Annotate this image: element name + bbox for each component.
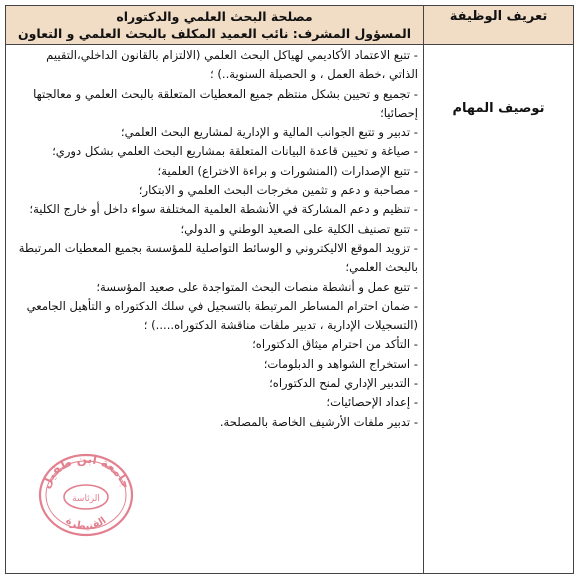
task-item: - ضمان احترام المساطر المرتبطة بالتسجيل في سلك الدكتوراه و التأهيل الجامعي (التسجيلات الإدارية ، تدبير ملفات مناقشة الدكتوراه.....) ؛ xyxy=(26,298,418,333)
tasks-label-cell xyxy=(424,45,574,574)
task-item: - تدبير و تتبع الجوانب المالية و الإدارية لمشاريع البحث العلمي؛ xyxy=(120,125,418,140)
task-item: - تتبع عمل و أنشطة منصات البحث المتواجدة على صعيد المؤسسة؛ xyxy=(96,279,418,294)
unit-header xyxy=(6,6,424,45)
job-description-table xyxy=(5,5,574,574)
stamp-top-text: جامعة ابن طفيل xyxy=(38,451,134,491)
unit-title: مصلحة البحث العلمي والدكتوراه xyxy=(116,9,313,24)
stamp-bottom-text: القنيطرة xyxy=(63,515,109,533)
tasks-label: توصيف المهام xyxy=(452,101,545,116)
task-item: - تزويد الموقع الاليكتروني و الوسائط التواصلية للمؤسسة بجميع المعطيات المرتبطة بالبحث العلمي؛ xyxy=(18,240,418,275)
task-item: - تتبع الإصدارات (المنشورات و براءة الاختراع) العلمية؛ xyxy=(157,163,418,178)
task-item: - التدبير الإداري لمنح الدكتوراه؛ xyxy=(269,376,418,391)
task-item: - تتبع تصنيف الكلية على الصعيد الوطني و الدولي؛ xyxy=(180,221,418,236)
university-stamp xyxy=(34,447,138,539)
task-item: - تنظيم و دعم المشاركة في الأنشطة العلمية المختلفة سواء داخل أو خارج الكلية؛ xyxy=(29,202,418,217)
task-item: - تدبير ملفات الأرشيف الخاصة بالمصلحة. xyxy=(219,414,418,429)
job-definition-title: تعريف الوظيفة xyxy=(449,9,548,24)
task-item: - مصاحبة و دعم و تثمين مخرجات البحث العلمي و الابتكار؛ xyxy=(138,183,418,198)
task-list xyxy=(6,45,423,432)
task-item: - صياغة و تحيين قاعدة البيانات المتعلقة بمشاريع البحث العلمي بشكل دوري؛ xyxy=(52,144,418,159)
job-definition-header xyxy=(424,6,574,45)
tasks-cell xyxy=(6,45,424,574)
task-item: - تتبع الاعتماد الأكاديمي لهياكل البحث العلمي (الالتزام بالقانون الداخلي،التقييم الذاتي ،خطة العمل ، و الحصيلة السنوية..) ؛ xyxy=(46,48,418,82)
header-row xyxy=(6,6,574,45)
task-item: - التأكد من احترام ميثاق الدكتوراه؛ xyxy=(252,337,418,352)
body-row xyxy=(6,45,574,574)
task-item: - إعداد الإحصائيات؛ xyxy=(326,395,418,410)
task-item: - تجميع و تحيين بشكل منتظم جميع المعطيات المتعلقة بالبحث العلمي و معالجتها إحصائيا؛ xyxy=(33,86,418,120)
supervisor-line: المسؤول المشرف: نائب العميد المكلف بالبحث العلمي و التعاون xyxy=(17,26,411,41)
stamp-middle-text: الرئاسة xyxy=(72,494,100,504)
task-item: - استخراج الشواهد و الدبلومات؛ xyxy=(263,356,418,371)
